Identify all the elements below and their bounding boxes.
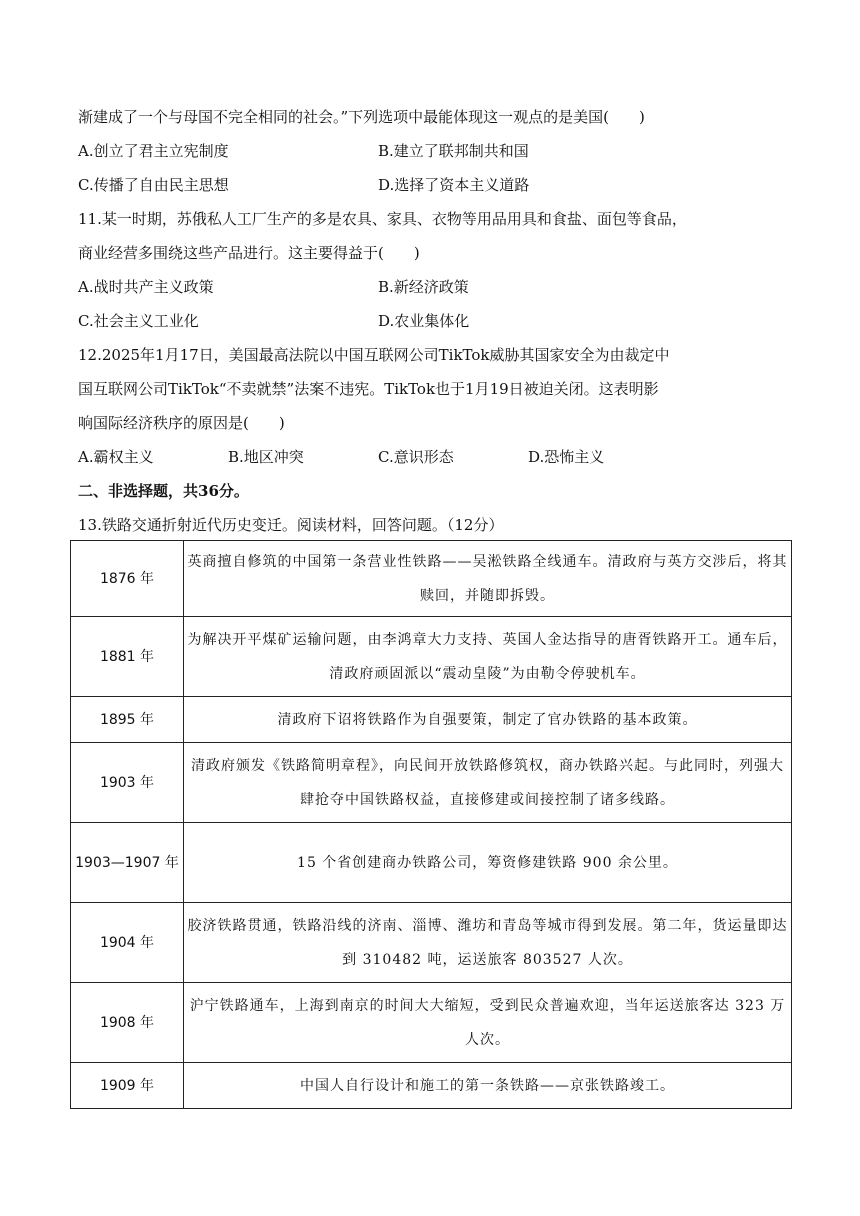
year-cell: 1876 年 xyxy=(71,541,184,617)
q10-option-a[interactable]: A.创立了君主立宪制度 xyxy=(78,142,229,160)
q13-stem: 13.铁路交通折射近代历史变迁。阅读材料，回答问题。（12分） xyxy=(78,516,504,534)
q12-option-d[interactable]: D.恐怖主义 xyxy=(528,448,605,466)
table-row xyxy=(71,823,792,903)
event-cell: 清政府颁发《铁路简明章程》，向民间开放铁路修筑权，商办铁路兴起。与此同时，列强大肆抢夺中国铁路权益，直接修建或间接控制了诸多线路。 xyxy=(184,743,792,823)
q11-option-c[interactable]: C.社会主义工业化 xyxy=(78,312,199,330)
q12-options-row xyxy=(78,440,798,474)
year-cell: 1903 年 xyxy=(71,743,184,823)
question-sheet xyxy=(78,100,798,542)
year-cell: 1904 年 xyxy=(71,903,184,983)
event-cell: 英商擅自修筑的中国第一条营业性铁路——吴淞铁路全线通车。清政府与英方交涉后，将其赎回，并随即拆毁。 xyxy=(184,541,792,617)
table-row xyxy=(71,743,792,823)
q11-option-b[interactable]: B.新经济政策 xyxy=(378,278,469,296)
event-cell: 15 个省创建商办铁路公司，筹资修建铁路 900 余公里。 xyxy=(184,823,792,903)
event-cell: 胶济铁路贯通，铁路沿线的济南、淄博、潍坊和青岛等城市得到发展。第二年，货运量即达到 310482 吨，运送旅客 803527 人次。 xyxy=(184,903,792,983)
section-2-title: 二、非选择题，共36分。 xyxy=(78,482,249,500)
q10-option-b[interactable]: B.建立了联邦制共和国 xyxy=(378,142,529,160)
event-cell: 沪宁铁路通车，上海到南京的时间大大缩短，受到民众普遍欢迎，当年运送旅客达 323 万人次。 xyxy=(184,983,792,1063)
q11-stem-line-1: 11.某一时期，苏俄私人工厂生产的多是农具、家具、衣物等用品用具和食盐、面包等食品， xyxy=(78,210,687,228)
q10-option-c[interactable]: C.传播了自由民主思想 xyxy=(78,176,229,194)
q10-option-d[interactable]: D.选择了资本主义道路 xyxy=(378,176,530,194)
year-cell: 1903—1907 年 xyxy=(71,823,184,903)
q12-option-b[interactable]: B.地区冲突 xyxy=(228,448,304,466)
q12-option-c[interactable]: C.意识形态 xyxy=(378,448,454,466)
q12-stem-line-3: 响国际经济秩序的原因是( ) xyxy=(78,414,285,432)
q11-option-d[interactable]: D.农业集体化 xyxy=(378,312,470,330)
q11-options-row-1 xyxy=(78,270,798,304)
year-cell: 1909 年 xyxy=(71,1063,184,1109)
q12-stem-line-1: 12.2025年1月17日，美国最高法院以中国互联网公司TikTok威胁其国家安全为由裁定中 xyxy=(78,346,670,364)
q11-options-row-2 xyxy=(78,304,798,338)
event-cell: 中国人自行设计和施工的第一条铁路——京张铁路竣工。 xyxy=(184,1063,792,1109)
year-cell: 1895 年 xyxy=(71,697,184,743)
q10-options-row-1 xyxy=(78,134,798,168)
table-row xyxy=(71,1063,792,1109)
railway-history-table xyxy=(70,540,792,1109)
year-cell: 1908 年 xyxy=(71,983,184,1063)
q11-option-a[interactable]: A.战时共产主义政策 xyxy=(78,278,214,296)
table-row xyxy=(71,903,792,983)
event-cell: 为解决开平煤矿运输问题，由李鸿章大力支持、英国人金达指导的唐胥铁路开工。通车后，清政府顽固派以“震动皇陵”为由勒令停驶机车。 xyxy=(184,617,792,697)
q12-option-a[interactable]: A.霸权主义 xyxy=(78,448,154,466)
q12-stem-line-2: 国互联网公司TikTok“不卖就禁”法案不违宪。TikTok也于1月19日被迫关闭。这表明影 xyxy=(78,380,659,398)
q10-stem-tail: 渐建成了一个与母国不完全相同的社会。”下列选项中最能体现这一观点的是美国( ) xyxy=(78,108,645,126)
q10-options-row-2 xyxy=(78,168,798,202)
event-cell: 清政府下诏将铁路作为自强要策，制定了官办铁路的基本政策。 xyxy=(184,697,792,743)
table-row xyxy=(71,617,792,697)
table-row xyxy=(71,983,792,1063)
year-cell: 1881 年 xyxy=(71,617,184,697)
table-row xyxy=(71,541,792,617)
q11-stem-line-2: 商业经营多围绕这些产品进行。这主要得益于( ) xyxy=(78,244,420,262)
table-row xyxy=(71,697,792,743)
